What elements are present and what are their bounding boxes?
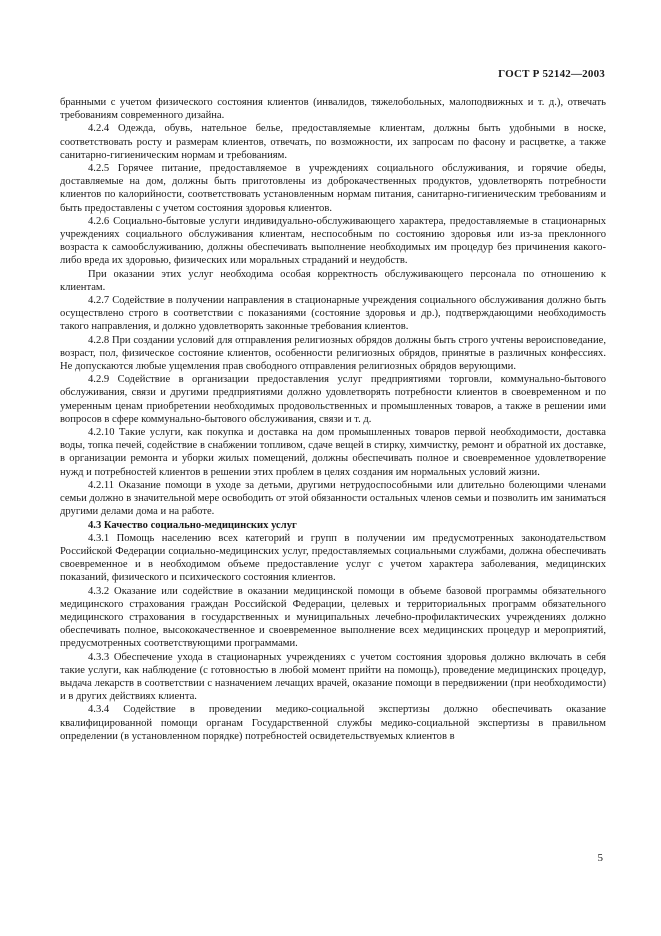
paragraph: 4.2.11 Оказание помощи в уходе за детьми, другими нетрудоспособными или длительно болеющими членами семьи должно в значительной мере освободить от этой обязанности остальных членов семьи и позволить им заниматься другими делами дома и на работе. (60, 479, 606, 518)
page-number: 5 (597, 852, 603, 864)
document-header: ГОСТ Р 52142—2003 (498, 68, 605, 80)
body-text (60, 96, 606, 743)
paragraph: 4.2.4 Одежда, обувь, нательное белье, предоставляемые клиентам, должны быть удобными в носке, соответствовать росту и размерам клиентов, отвечать, по возможности, их запросам по фасону и расцветке, а также санитарно-гигиеническим нормам и требованиям. (60, 123, 606, 161)
paragraph: 4.2.5 Горячее питание, предоставляемое в учреждениях социального обслуживания, и горячие обеды, доставляемые на дом, должны быть приготовлены из доброкачественных продуктов, удовлетворять потребности клиентов по калорийности, соответствовать установленным нормам питания, санитарно-гигиеническим требованиям и быть предоставлены с учетом состояния здоровья клиентов. (60, 163, 606, 214)
paragraph: 4.2.8 При создании условий для отправления религиозных обрядов должны быть строго учтены вероисповедание, возраст, пол, физическое состояние клиентов, особенности религиозных обрядов, принятые в различных конфессиях. Не допускаются любые ущемления прав свободного отправления религиозных обрядов верующими. (60, 334, 606, 373)
paragraph: 4.3.3 Обеспечение ухода в стационарных учреждениях с учетом состояния здоровья должно включать в себя такие услуги, как наблюдение (с готовностью в любой момент прийти на помощь), проведение медицинских процедур, выдача лекарств в соответствии с назначением лечащих врачей, оказание помощи в передвижении (при необходимости) и в других действиях клиента. (60, 651, 606, 703)
paragraph: 4.3.4 Содействие в проведении медико-социальной экспертизы должно обеспечивать оказание квалифицированной помощи органам Государственной службы медико-социальной экспертизы в правильном определении (в установленном порядке) потребностей освидетельствуемых клиентов в (60, 704, 606, 742)
paragraph: При оказании этих услуг необходима особая корректность обслуживающего персонала по отношению к клиентам. (60, 268, 606, 293)
paragraph: 4.3.2 Оказание или содействие в оказании медицинской помощи в объеме базовой программы обязательного медицинского страхования граждан Российской Федерации, целевых и территориальных программ обязательного медицинского страхования в государственных и муниципальных лечебно-профилактических учреждениях должно обеспечивать полное, высококачественное и своевременное выполнение всех медицинских процедур и мероприятий, предусмотренных соответствующими программами. (60, 585, 606, 650)
paragraph: 4.2.7 Содействие в получении направления в стационарные учреждения социального обслуживания должно быть осуществлено строго в соответствии с показаниями (состояние здоровья и др.), подтверждающими необходимость такого направления, и должно удовлетворять законные требования клиентов. (60, 295, 606, 333)
paragraph: 4.3.1 Помощь населению всех категорий и групп в получении им предусмотренных законодательством Российской Федерации социально-медицинских услуг, предоставляемых социальными службами, должна обеспечивать своевременное и в необходимом объеме предоставление услуг с учетом характера заболевания, медицинских показаний, физического и психического состояния клиентов. (60, 532, 606, 584)
paragraph: 4.2.6 Социально-бытовые услуги индивидуально-обслуживающего характера, предоставляемые в стационарных учреждениях социального обслуживания клиентам, неспособным по состоянию здоровья или из-за преклонного возраста к самообслуживанию, должны обеспечивать выполнение необходимых им процедур без причинения какого-либо вреда их здоровью, физических или моральных страданий и неудобств. (60, 215, 606, 267)
paragraph: 4.2.9 Содействие в организации предоставления услуг предприятиями торговли, коммунально-бытового обслуживания, связи и другими предприятиями должно удовлетворять потребности клиентов в своевременном и по умеренным ценам приобретении необходимых продовольственных и промышленных товаров, а также в решении ими вопросов в сфере коммунально-бытового обслуживания, связи и т. д. (60, 374, 606, 425)
section-heading: 4.3 Качество социально-медицинских услуг (88, 519, 297, 531)
paragraph: бранными с учетом физического состояния клиентов (инвалидов, тяжелобольных, малоподвижных и т. д.), отвечать требованиям современного дизайна. (60, 97, 606, 122)
paragraph: 4.2.10 Такие услуги, как покупка и доставка на дом промышленных товаров первой необходимости, доставка воды, топка печей, содействие в снабжении топливом, сдаче вещей в стирку, химчистку, ремонт и обратной их доставке, в организации ремонта и уборки жилых помещений, должны обеспечивать полное и своевременное удовлетворение нужд и потребностей клиентов в решении этих проблем в целях создания им нормальных условий жизни. (60, 427, 606, 478)
